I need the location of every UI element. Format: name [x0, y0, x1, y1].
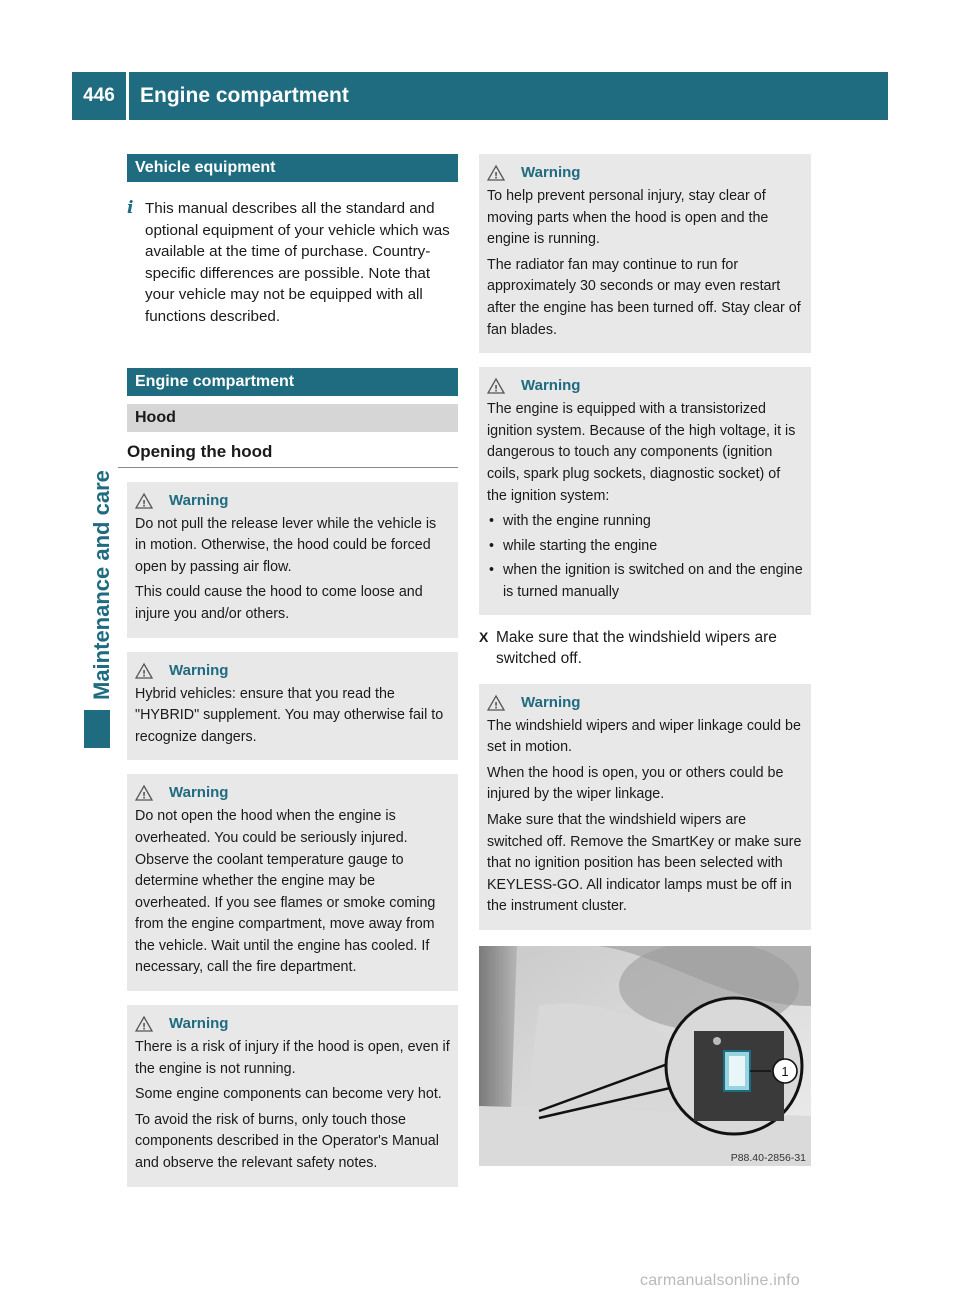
- step-marker: X: [479, 628, 489, 645]
- vehicle-equipment-heading: Vehicle equipment: [127, 154, 458, 182]
- warning-title: ! Warning: [135, 660, 450, 682]
- warning-box: [127, 482, 458, 638]
- hood-release-figure: [479, 946, 811, 1166]
- warning-title: ! Warning: [135, 1013, 450, 1035]
- warning-box: [127, 774, 458, 991]
- warning-text: The windshield wipers and wiper linkage could be set in motion.: [487, 717, 801, 756]
- warning-text: Do not open the hood when the engine is overheated. You could be seriously injured. Observe the coolant temperature gauge to determine whether the engine may be overheated. If you see flames or smoke coming from the engine compartment, move away from the vehicle. Wait until the engine has cooled. If necessary, call the fire department.: [135, 808, 436, 976]
- hood-release-illustration: [479, 946, 811, 1166]
- warning-text: The radiator fan may continue to run for approximately 30 seconds or may even restart after the engine has been turned off. Stay clear of fan blades.: [487, 256, 801, 338]
- warning-triangle-icon: [135, 1015, 169, 1033]
- info-note: [127, 198, 458, 328]
- page-title: Engine compartment: [140, 84, 349, 107]
- warning-triangle-icon: [135, 492, 169, 510]
- warning-text: Hybrid vehicles: ensure that you read the "HYBRID" supplement. You may otherwise fail to recognize dangers.: [135, 685, 444, 745]
- info-text: This manual describes all the standard and optional equipment of your vehicle which was available at the time of purchase. Country-specific differences are possible. Note that your vehicle may not be equipped with all functions described.: [145, 200, 450, 325]
- figure-code: P88.40-2856-31: [730, 1152, 806, 1165]
- warning-triangle-icon: [487, 377, 521, 395]
- svg-text:!: !: [493, 384, 499, 395]
- warning-text: The engine is equipped with a transistorized ignition system. Because of the high voltage, it is dangerous to touch any components (ignition coils, spark plug sockets, diagnostic socket) of the ignition system:: [487, 401, 796, 504]
- chapter-tab-marker: [84, 710, 110, 748]
- warning-title: ! Warning: [135, 490, 450, 512]
- info-icon: i: [127, 198, 134, 218]
- warning-box: [479, 367, 811, 614]
- bullet-list: [487, 511, 803, 603]
- list-item: • with the engine running: [487, 511, 803, 533]
- instruction-step: [479, 627, 811, 670]
- warning-title: ! Warning: [487, 162, 803, 184]
- warning-title: ! Warning: [135, 782, 450, 804]
- step-text: Make sure that the windshield wipers are switched off.: [496, 628, 777, 668]
- list-item: • when the ignition is switched on and the engine is turned manually: [487, 560, 803, 603]
- footer-watermark: carmanualsonline.info: [640, 1272, 800, 1289]
- warning-text: There is a risk of injury if the hood is open, even if the engine is not running.: [135, 1039, 450, 1077]
- warning-box: [127, 1005, 458, 1187]
- right-column: [479, 154, 811, 1166]
- warning-text: This could cause the hood to come loose and injure you and/or others.: [135, 584, 423, 622]
- svg-text:!: !: [141, 791, 147, 802]
- svg-text:!: !: [493, 701, 499, 712]
- header-divider: [126, 72, 129, 120]
- svg-text:!: !: [141, 1022, 147, 1033]
- warning-text: When the hood is open, you or others could be injured by the wiper linkage.: [487, 764, 784, 803]
- warning-text: To avoid the risk of burns, only touch those components described in the Operator's Manual and observe the relevant safety notes.: [135, 1111, 439, 1172]
- warning-triangle-icon: [135, 662, 169, 680]
- warning-text: Some engine components can become very hot.: [135, 1086, 442, 1103]
- warning-box: [127, 652, 458, 761]
- warning-text: To help prevent personal injury, stay clear of moving parts when the hood is open and the engine is running.: [487, 188, 769, 248]
- warning-triangle-icon: [487, 694, 521, 712]
- hood-heading: Hood: [127, 404, 458, 432]
- warning-box: [479, 154, 811, 353]
- warning-text: Make sure that the windshield wipers are switched off. Remove the SmartKey or make sure that no ignition position has been selected with KEYLESS-GO. All indicator lamps must be off in the instrument cluster.: [487, 812, 802, 915]
- callout-number: 1: [781, 1064, 789, 1080]
- warning-box: [479, 684, 811, 930]
- chapter-tab-label: Maintenance and care: [89, 470, 114, 700]
- warning-text: Do not pull the release lever while the vehicle is in motion. Otherwise, the hood could be forced open by passing air flow.: [135, 515, 437, 575]
- opening-hood-heading: Opening the hood: [118, 438, 458, 468]
- warning-triangle-icon: [135, 784, 169, 802]
- list-item: • while starting the engine: [487, 536, 803, 558]
- engine-compartment-heading: Engine compartment: [127, 368, 458, 396]
- svg-text:!: !: [493, 171, 499, 182]
- warning-title: ! Warning: [487, 692, 803, 714]
- svg-text:!: !: [141, 669, 147, 680]
- svg-text:!: !: [141, 499, 147, 510]
- warning-title: ! Warning: [487, 375, 803, 397]
- warning-triangle-icon: [487, 164, 521, 182]
- left-column: [127, 154, 458, 1187]
- page-number: 446: [83, 85, 115, 106]
